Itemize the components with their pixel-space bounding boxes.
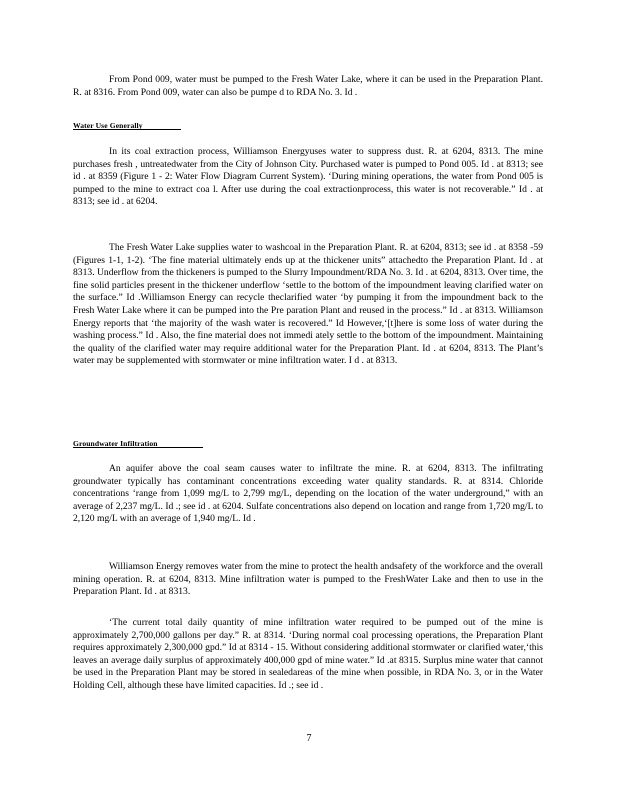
section-heading-groundwater	[73, 435, 203, 448]
page-number: 7	[306, 733, 312, 744]
heading-text: Groundwater Infiltration	[73, 438, 203, 448]
paragraph-coal-extraction	[73, 146, 543, 209]
paragraph-text: Williamson Energy removes water from the mine to protect the health andsafety of the workforce and the overall mining operation. R. at 6204, 8313. Mine infiltration water is pumped to the FreshWater Lake and then to use in the Preparation Plant. Id . at 8313.	[73, 561, 543, 598]
heading-text: Water Use Generally	[73, 120, 181, 130]
paragraph-text: From Pond 009, water must be pumped to the Fresh Water Lake, where it can be used in the Preparation Plant. R. at 8316. From Pond 009, water can also be pumpe d to RDA No. 3. Id .	[73, 74, 543, 98]
section-heading-water-use	[73, 117, 181, 130]
paragraph-pond-009	[73, 74, 543, 99]
paragraph-text: In its coal extraction process, Williamson Energyuses water to suppress dust. R. at 6204, 8313. The mine purchases fresh , untreatedwater from the City of Johnson City. Purchased water is pumped to Pond 005. Id . at 8313; see id . at 8359 (Figure 1 - 2: Water Flow Diagram Current System). ‘During mining operations, the water from Pond 005 is pumped to the mine to extract coa l. After use during the coal extractionprocess, this water is not recoverable.” Id . at 8313; see id . at 6204.	[73, 146, 543, 208]
paragraph-text: An aquifer above the coal seam causes water to infiltrate the mine. R. at 6204, 8313. The infiltrating groundwater typically has contaminant concentrations exceeding water quality standards. R. at 8314. Chloride concentrations ‘range from 1,099 mg/L to 2,799 mg/L, depending on the location of the water underground,” with an average of 2,237 mg/L. Id .; see id . at 6204. Sulfate concentrations also depend on location and range from 1,720 mg/L to 2,120 mg/L with an average of 1,940 mg/L. Id .	[73, 463, 543, 525]
paragraph-removes-water	[73, 561, 543, 599]
paragraph-text: The Fresh Water Lake supplies water to washcoal in the Preparation Plant. R. at 6204, 8313; see id . at 8358 -59 (Figures 1-1, 1-2). ‘The fine material ultimately ends up at the thickener units” attachedto the Preparation Plant. Id . at 8313. Underflow from the thickeners is pumped to the Slurry Impoundment/RDA No. 3. Id . at 6204, 8313. Over time, the fine solid particles present in the thickener underflow ‘settle to the bottom of the impoundment leaving clarified water on the surface.” Id .Williamson Energy can recycle theclarified water ‘by pumping it from the impoundment back to the Fresh Water Lake where it can be pumped into the Pre paration Plant and reused in the process.” Id . at 8313. Williamson Energy reports that ‘the majority of the wash water is recovered.” Id However,‘[t]here is some loss of water during the washing process.” Id . Also, the fine material does not immedi ately settle to the bottom of the impoundment. Maintaining the quality of the clarified water may require additional water for the Preparation Plant. Id . at 6204, 8313. The Plant’s water may be supplemented with stormwater or mine infiltration water. I d . at 8313.	[73, 242, 543, 367]
paragraph-aquifer	[73, 463, 543, 526]
paragraph-daily-quantity	[73, 617, 543, 693]
paragraph-text: ‘The current total daily quantity of mine infiltration water required to be pumped out of the mine is approximately 2,700,000 gallons per day.” R. at 8314. ‘During normal coal processing operations, the Preparation Plant requires approximately 2,300,000 gpd.” Id at 8314 - 15. Without considering additional stormwater or clarified water,‘this leaves an average daily surplus of approximately 400,000 gpd of mine water.” Id .at 8315. Surplus mine water that cannot be used in the Preparation Plant may be stored in sealedareas of the mine when possible, in RDA No. 3, or in the Water Holding Cell, although these have limited capacities. Id .; see id .	[73, 617, 543, 691]
paragraph-fresh-water-lake	[73, 242, 543, 368]
